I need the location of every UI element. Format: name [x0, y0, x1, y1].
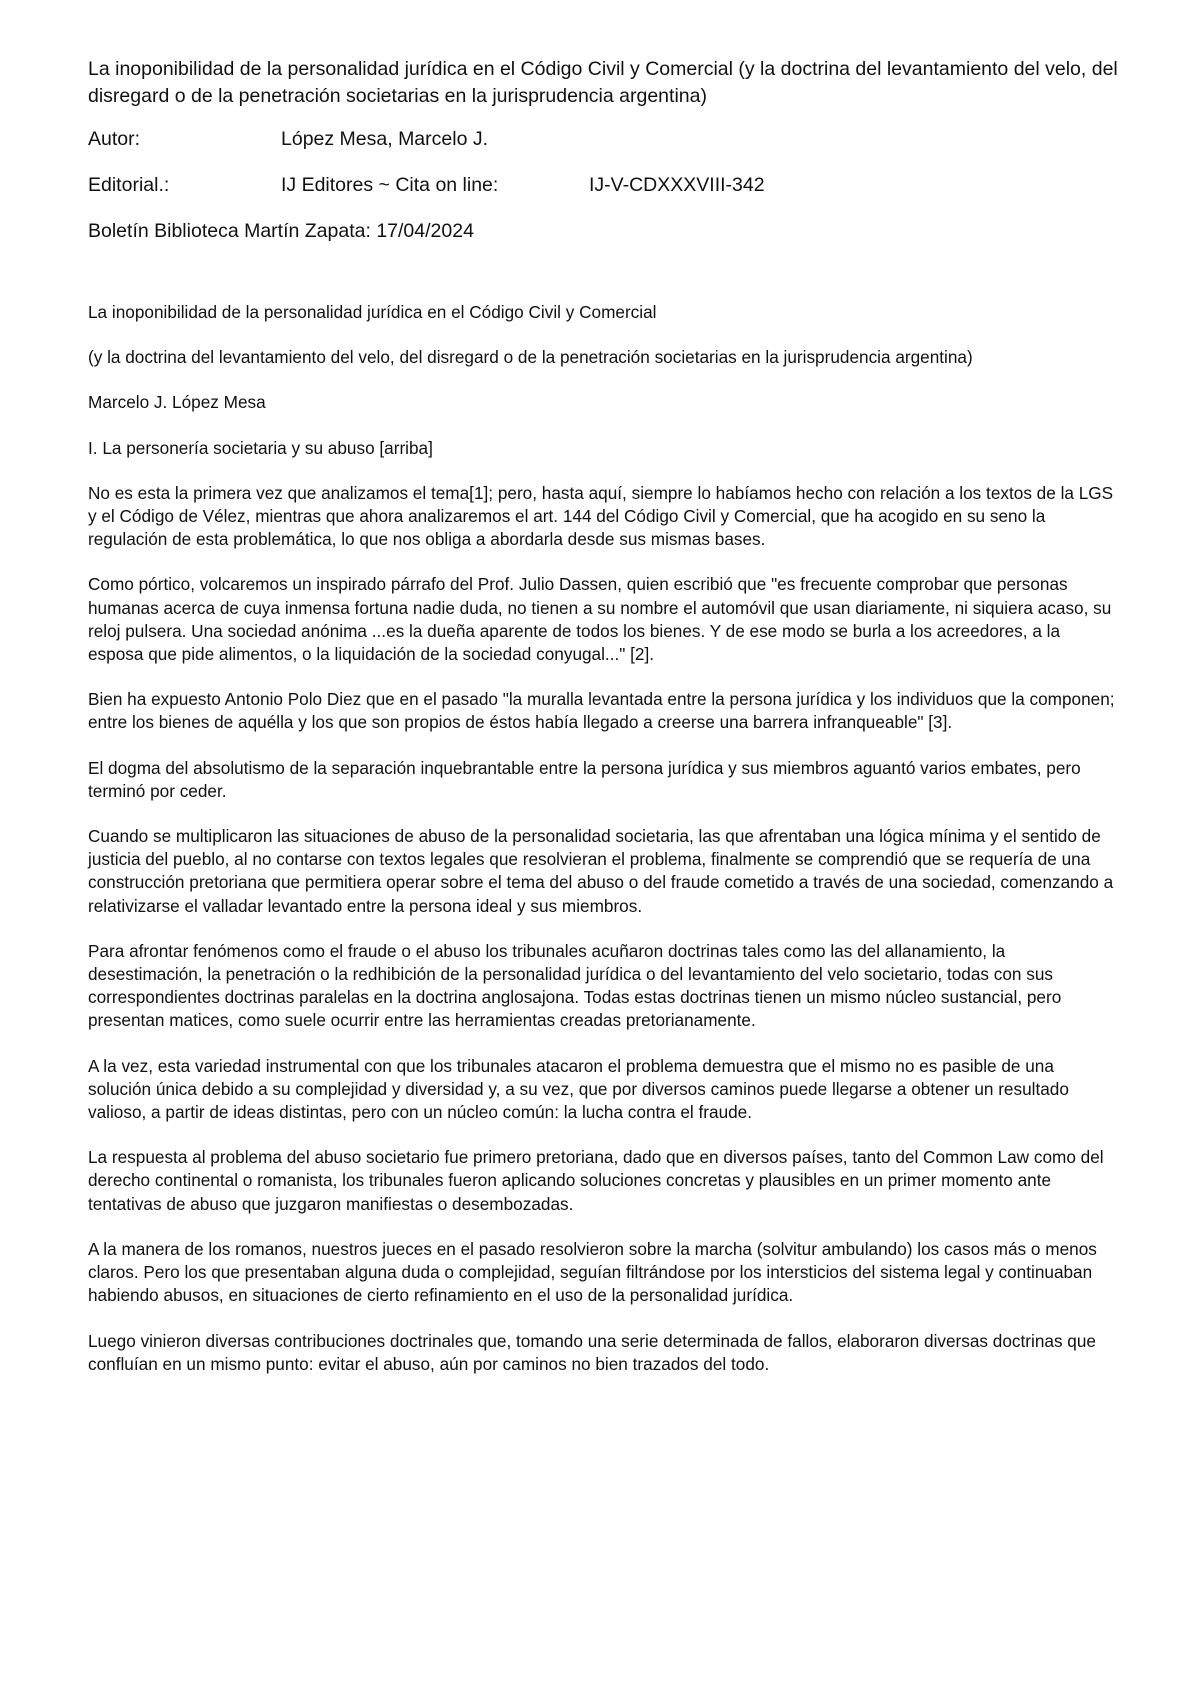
article-author: Marcelo J. López Mesa [88, 392, 266, 413]
article-subtitle: (y la doctrina del levantamiento del velo, del disregard o de la penetración societarias en la jurisprudencia argentina) [88, 347, 973, 368]
article-body [88, 301, 1118, 1376]
document-page [88, 56, 1118, 1398]
bulletin-line: Boletín Biblioteca Martín Zapata: 17/04/2024 [88, 220, 474, 242]
paragraph: Luego vinieron diversas contribuciones doctrinales que, tomando una serie determinada de fallos, elaboraron diversas doctrinas que confluían en un mismo punto: evitar el abuso, aún por caminos no bien trazados del todo. [88, 1330, 1096, 1374]
editorial-row [88, 172, 1118, 199]
paragraph: Para afrontar fenómenos como el fraude o el abuso los tribunales acuñaron doctrinas tales como las del allanamiento, la desestimación, la penetración o la redhibición de la personalidad jurídica o del levantamiento del velo societario, todas con sus correspondientes doctrinas paralelas en la doctrina anglosajona. Todas estas doctrinas tienen un mismo núcleo sustancial, pero presentan matices, como suele ocurrir entre las herramientas creadas pretorianamente. [88, 940, 1062, 1031]
editorial-label: Editorial.: [88, 174, 170, 196]
paragraph: Bien ha expuesto Antonio Polo Diez que en el pasado "la muralla levantada entre la persona jurídica y los individuos que la componen; entre los bienes de aquélla y los que son propios de éstos había llegado a creerse una barrera infranqueable" [3]. [88, 689, 1115, 733]
article-title: La inoponibilidad de la personalidad jurídica en el Código Civil y Comercial [88, 302, 657, 322]
paragraph: No es esta la primera vez que analizamos el tema[1]; pero, hasta aquí, siempre lo habíamos hecho con relación a los textos de la LGS y el Código de Vélez, mientras que ahora analizaremos el art. 144 del Código Civil y Comercial, que ha acogido en su seno la regulación de esta problemática, lo que nos obliga a abordarla desde sus mismas bases. [88, 482, 1114, 550]
document-title: La inoponibilidad de la personalidad jurídica en el Código Civil y Comercial (y la doctrina del levantamiento del velo, del disregard o de la penetración societarias en la jurisprudencia argentina) [88, 58, 1118, 107]
author-value: López Mesa, Marcelo J. [281, 128, 489, 150]
paragraph: A la vez, esta variedad instrumental con que los tribunales atacaron el problema demuestra que el mismo no es pasible de una solución única debido a su complejidad y diversidad y, a su vez, que por diversos caminos puede llegarse a obtener un resultado valioso, a partir de ideas distintas, pero con un núcleo común: la lucha contra el fraude. [88, 1055, 1069, 1123]
author-row [88, 126, 1118, 153]
section-heading: I. La personería societaria y su abuso [arriba] [88, 437, 433, 458]
editorial-value: IJ Editores ~ Cita on line: [281, 174, 499, 196]
paragraph: El dogma del absolutismo de la separación inquebrantable entre la persona jurídica y sus miembros aguantó varios embates, pero terminó por ceder. [88, 757, 1081, 801]
paragraph: Como pórtico, volcaremos un inspirado párrafo del Prof. Julio Dassen, quien escribió que "es frecuente comprobar que personas humanas acerca de cuya inmensa fortuna nadie duda, no tienen a su nombre el automóvil que usan diariamente, ni siquiera acaso, su reloj pulsera. Una sociedad anónima ...es la dueña aparente de todos los bienes. Y de ese modo se burla a los acreedores, a la esposa que pide alimentos, o la liquidación de la sociedad conyugal..." [2]. [88, 574, 1112, 665]
paragraph: La respuesta al problema del abuso societario fue primero pretoriana, dado que en diversos países, tanto del Common Law como del derecho continental o romanista, los tribunales fueron aplicando soluciones concretas y plausibles en un primer momento ante tentativas de abuso que juzgaron manifiestas o desembozadas. [88, 1147, 1104, 1214]
author-label: Autor: [88, 128, 141, 150]
paragraph: A la manera de los romanos, nuestros jueces en el pasado resolvieron sobre la marcha (solvitur ambulando) los casos más o menos claros. Pero los que presentaban alguna duda o complejidad, seguían filtrándose por los intersticios del sistema legal y continuaban habiendo abusos, en situaciones de cierto refinamiento en el uso de la personalidad jurídica. [88, 1238, 1097, 1306]
paragraph: Cuando se multiplicaron las situaciones de abuso de la personalidad societaria, las que afrentaban una lógica mínima y el sentido de justicia del pueblo, al no contarse con textos legales que resolvieran el problema, finalmente se comprendió que se requería de una construcción pretoriana que permitiera operar sobre el tema del abuso o del fraude cometido a través de una sociedad, comenzando a relativizarse el valladar levantado entre la persona ideal y sus miembros. [88, 826, 1114, 916]
cita-value: IJ-V-CDXXXVIII-342 [589, 174, 765, 196]
